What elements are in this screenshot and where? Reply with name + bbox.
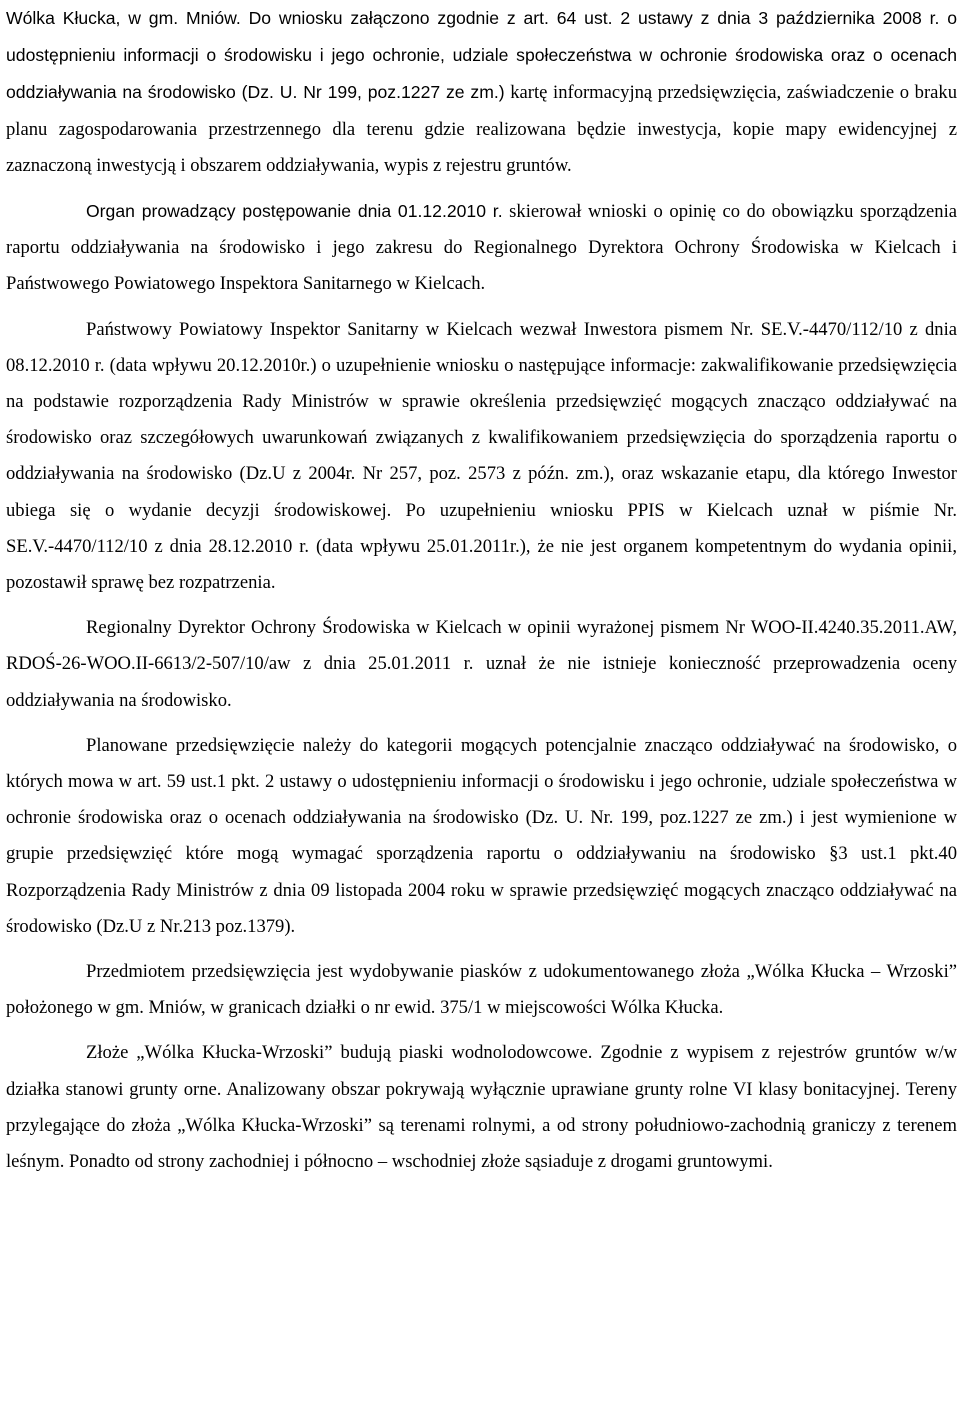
paragraph-project-subject: Przedmiotem przedsięwzięcia jest wydobywanie piasków z udokumentowanego złoża „Wólka Kłucka – Wrzoski” położonego w gm. Mniów, w granicach działki o nr ewid. 375/1 w miejscowości Wólka Kłucka. <box>6 961 957 1019</box>
paragraph-text-serif: skierował wnioski o opinię co do obowiązku sporządzenia raportu oddziaływania na środowisko i jego zakresu do Regionalnego Dyrektora Ochrony Środowiska w Kielcach i Państwowego Powiatowego Inspektora Sanitarnego w Kielcach. <box>6 201 958 295</box>
paragraph-organ-opinion-request <box>6 193 957 303</box>
paragraph-planned-project-category: Planowane przedsięwzięcie należy do kategorii mogących potencjalnie znacząco oddziaływać na środowisko, o których mowa w art. 59 ust.1 pkt. 2 ustawy o udostępnieniu informacji o środowisku i jego ochronie, udziale społeczeństwa w ochronie środowiska oraz o ocenach oddziaływania na środowisko (Dz. U. Nr. 199, poz.1227 ze zm.) i jest wymienione w grupie przedsięwzięć które mogą wymagać sporządzenia raportu o oddziaływaniu na środowisko §3 ust.1 pkt.40 Rozporządzenia Rady Ministrów z dnia 09 listopada 2004 roku w sprawie przedsięwzięć mogących znacząco oddziaływać na środowisko (Dz.U z Nr.213 poz.1379). <box>6 734 957 937</box>
paragraph-text-sans: Organ prowadzący postępowanie dnia 01.12.2010 r. <box>86 201 503 222</box>
paragraph-deposit-description: Złoże „Wólka Kłucka-Wrzoski” budują piaski wodnolodowcowe. Zgodnie z wypisem z rejestrów gruntów w/w działka stanowi grunty orne. Analizowany obszar pokrywają wyłącznie uprawiane grunty rolne VI klasy bonitacyjnej. Tereny przylegające do złoża „Wólka Kłucka-Wrzoski” są terenami rolnymi, a od strony południowo-zachodnią graniczy z terenem leśnym. Ponadto od strony zachodniej i północno – wschodniej złoże sąsiaduje z drogami gruntowymi. <box>6 1042 957 1173</box>
paragraph-application-attachments <box>6 0 957 184</box>
paragraph-sanitary-inspector: Państwowy Powiatowy Inspektor Sanitarny w Kielcach wezwał Inwestora pismem Nr. SE.V.-4470/112/10 z dnia 08.12.2010 r. (data wpływu 20.12.2010r.) o uzupełnienie wniosku o następujące informacje: zakwalifikowanie przedsięwzięcia na podstawie rozporządzenia Rady Ministrów w sprawie określenia przedsięwzięć mogących znacząco oddziaływać na środowisko oraz szczegółowych uwarunkowań związanych z kwalifikowaniem przedsięwzięcia do sporządzenia raportu o oddziaływania na środowisko (Dz.U z 2004r. Nr 257, poz. 2573 z późn. zm.), oraz wskazanie etapu, dla którego Inwestor ubiega się o wydanie decyzji środowiskowej. Po uzupełnieniu wniosku PPIS w Kielcach uznał w piśmie Nr. SE.V.-4470/112/10 z dnia 28.12.2010 r. (data wpływu 25.01.2011r.), że nie jest organem kompetentnym do wydania opinii, pozostawił sprawę bez rozpatrzenia. <box>6 318 957 594</box>
paragraph-rdos-opinion: Regionalny Dyrektor Ochrony Środowiska w Kielcach w opinii wyrażonej pismem Nr WOO-II.4240.35.2011.AW, RDOŚ-26-WOO.II-6613/2-507/10/aw z dnia 25.01.2011 r. uznał że nie istnieje konieczność przeprowadzenia oceny oddziaływania na środowisko. <box>6 617 957 711</box>
paragraph-text-sans: Wólka Kłucka, w gm. Mniów. Do wniosku załączono zgodnie z art. 64 ust. 2 ustawy z dnia 3 października 2008 r. o udostępnieniu informacji o środowisku i jego ochronie, udziale społeczeństwa w ochronie środowiska oraz o ocenach oddziaływania na środowisko (Dz. U. Nr 199, poz.1227 ze zm.) <box>6 8 957 103</box>
paragraph-text-serif: kartę informacyjną przedsięwzięcia, zaświadczenie o braku planu zagospodarowania przestrzennego dla terenu gdzie realizowana będzie inwestycja, kopie mapy ewidencyjnej z zaznaczoną inwestycją i obszarem oddziaływania, wypis z rejestru gruntów. <box>6 82 957 176</box>
